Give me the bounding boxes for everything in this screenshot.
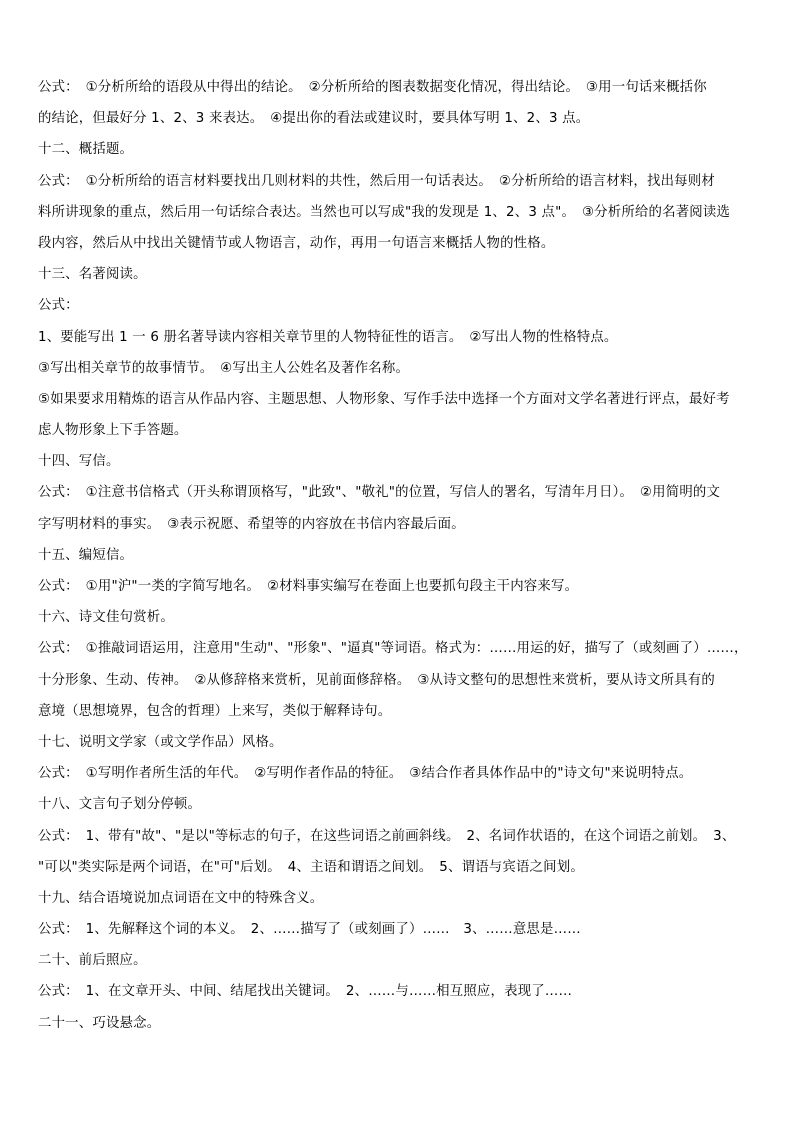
text-line-30: 公式： 1、在文章开头、中间、结尾找出关键词。 2、……与……相互照应，表现了……: [38, 984, 573, 1000]
text-line-19: 公式： ①推敲词语运用，注意用"生动"、"形象"、"逼真"等词语。格式为：……用运的好，描写了（或刻画了）……，: [38, 641, 748, 657]
text-line-21: 意境（思想境界，包含的哲理）上来写，类似于解释诗句。: [38, 703, 392, 719]
section-heading-12: 十二、概括题。: [38, 142, 134, 158]
text-line-6: 段内容，然后从中找出关键情节或人物语言，动作，再用一句语言来概括人物的性格。: [38, 235, 555, 251]
text-line-10: ③写出相关章节的故事情节。 ④写出主人公姓名及著作名称。: [38, 360, 410, 376]
section-heading-14: 十四、写信。: [38, 454, 120, 470]
text-line-1: 公式： ①分析所给的语段从中得出的结论。 ②分析所给的图表数据变化情况，得出结论。 ③用一句话来概括你: [38, 80, 707, 95]
section-heading-13: 十三、名著阅读。: [38, 267, 147, 283]
text-line-25: 公式： 1、带有"故"、"是以"等标志的句子，在这些词语之前画斜线。 2、名词作状语的，在这个词语之前划。 3、: [38, 828, 736, 844]
section-heading-15: 十五、编短信。: [38, 547, 134, 563]
text-line-4: 公式： ①分析所给的语言材料要找出几则材料的共性，然后用一句话表达。 ②分析所给的语言材料，找出每则材: [38, 173, 715, 189]
text-line-28: 公式： 1、先解释这个词的本义。 2、……描写了（或刻画了）…… 3、……意思是……: [38, 922, 581, 938]
text-line-9: 1、要能写出 1 一 6 册名著导读内容相关章节里的人物特征性的语言。 ②写出人物的性格特点。: [38, 329, 618, 345]
text-line-17: 公式： ①用"沪"一类的字简写地名。 ②材料事实编写在卷面上也要抓句段主干内容来写。: [38, 579, 579, 594]
text-line-23: 公式： ①写明作者所生活的年代。 ②写明作者作品的特征。 ③结合作者具体作品中的"诗文句"来说明特点。: [38, 766, 693, 782]
text-line-26: "可以"类实际是两个词语，在"可"后划。 4、主语和谓语之间划。 5、谓语与宾语之间划。: [38, 859, 584, 875]
section-heading-16: 十六、诗文佳句赏析。: [38, 610, 174, 626]
section-heading-19: 十九、结合语境说加点词语在文中的特殊含义。: [38, 890, 324, 906]
text-line-2: 的结论，但最好分 1、2、3 来表达。 ④提出你的看法或建议时，要具体写明 1、2、3 点。: [38, 111, 590, 127]
text-line-12: 虑人物形象上下手答题。: [38, 423, 188, 439]
section-heading-18: 十八、文言句子划分停顿。: [38, 797, 202, 813]
text-line-20: 十分形象、生动、传神。 ②从修辞格来赏析，见前面修辞格。 ③从诗文整句的思想性来赏析，要从诗文所具有的: [38, 672, 715, 688]
text-line-15: 字写明材料的事实。 ③表示祝愿、希望等的内容放在书信内容最后面。: [38, 516, 465, 532]
section-heading-17: 十七、说明文学家（或文学作品）风格。: [38, 734, 283, 750]
text-line-14: 公式： ①注意书信格式（开头称谓顶格写，"此致"、"敬礼"的位置，写信人的署名，写清年月日）。 ②用简明的文: [38, 485, 721, 501]
text-line-5: 料所讲现象的重点，然后用一句话综合表达。当然也可以写成"我的发现是 1、2、3 点"。 ③分析所给的名著阅读选: [38, 204, 731, 220]
section-heading-21: 二十一、巧设悬念。: [38, 1015, 161, 1031]
document-body: [38, 72, 764, 1039]
text-line-11: ⑤如果要求用精炼的语言从作品内容、主题思想、人物形象、写作手法中选择一个方面对文学名著进行评点，最好考: [38, 391, 730, 407]
text-line-8: 公式：: [38, 298, 79, 314]
section-heading-20: 二十、前后照应。: [38, 953, 147, 969]
